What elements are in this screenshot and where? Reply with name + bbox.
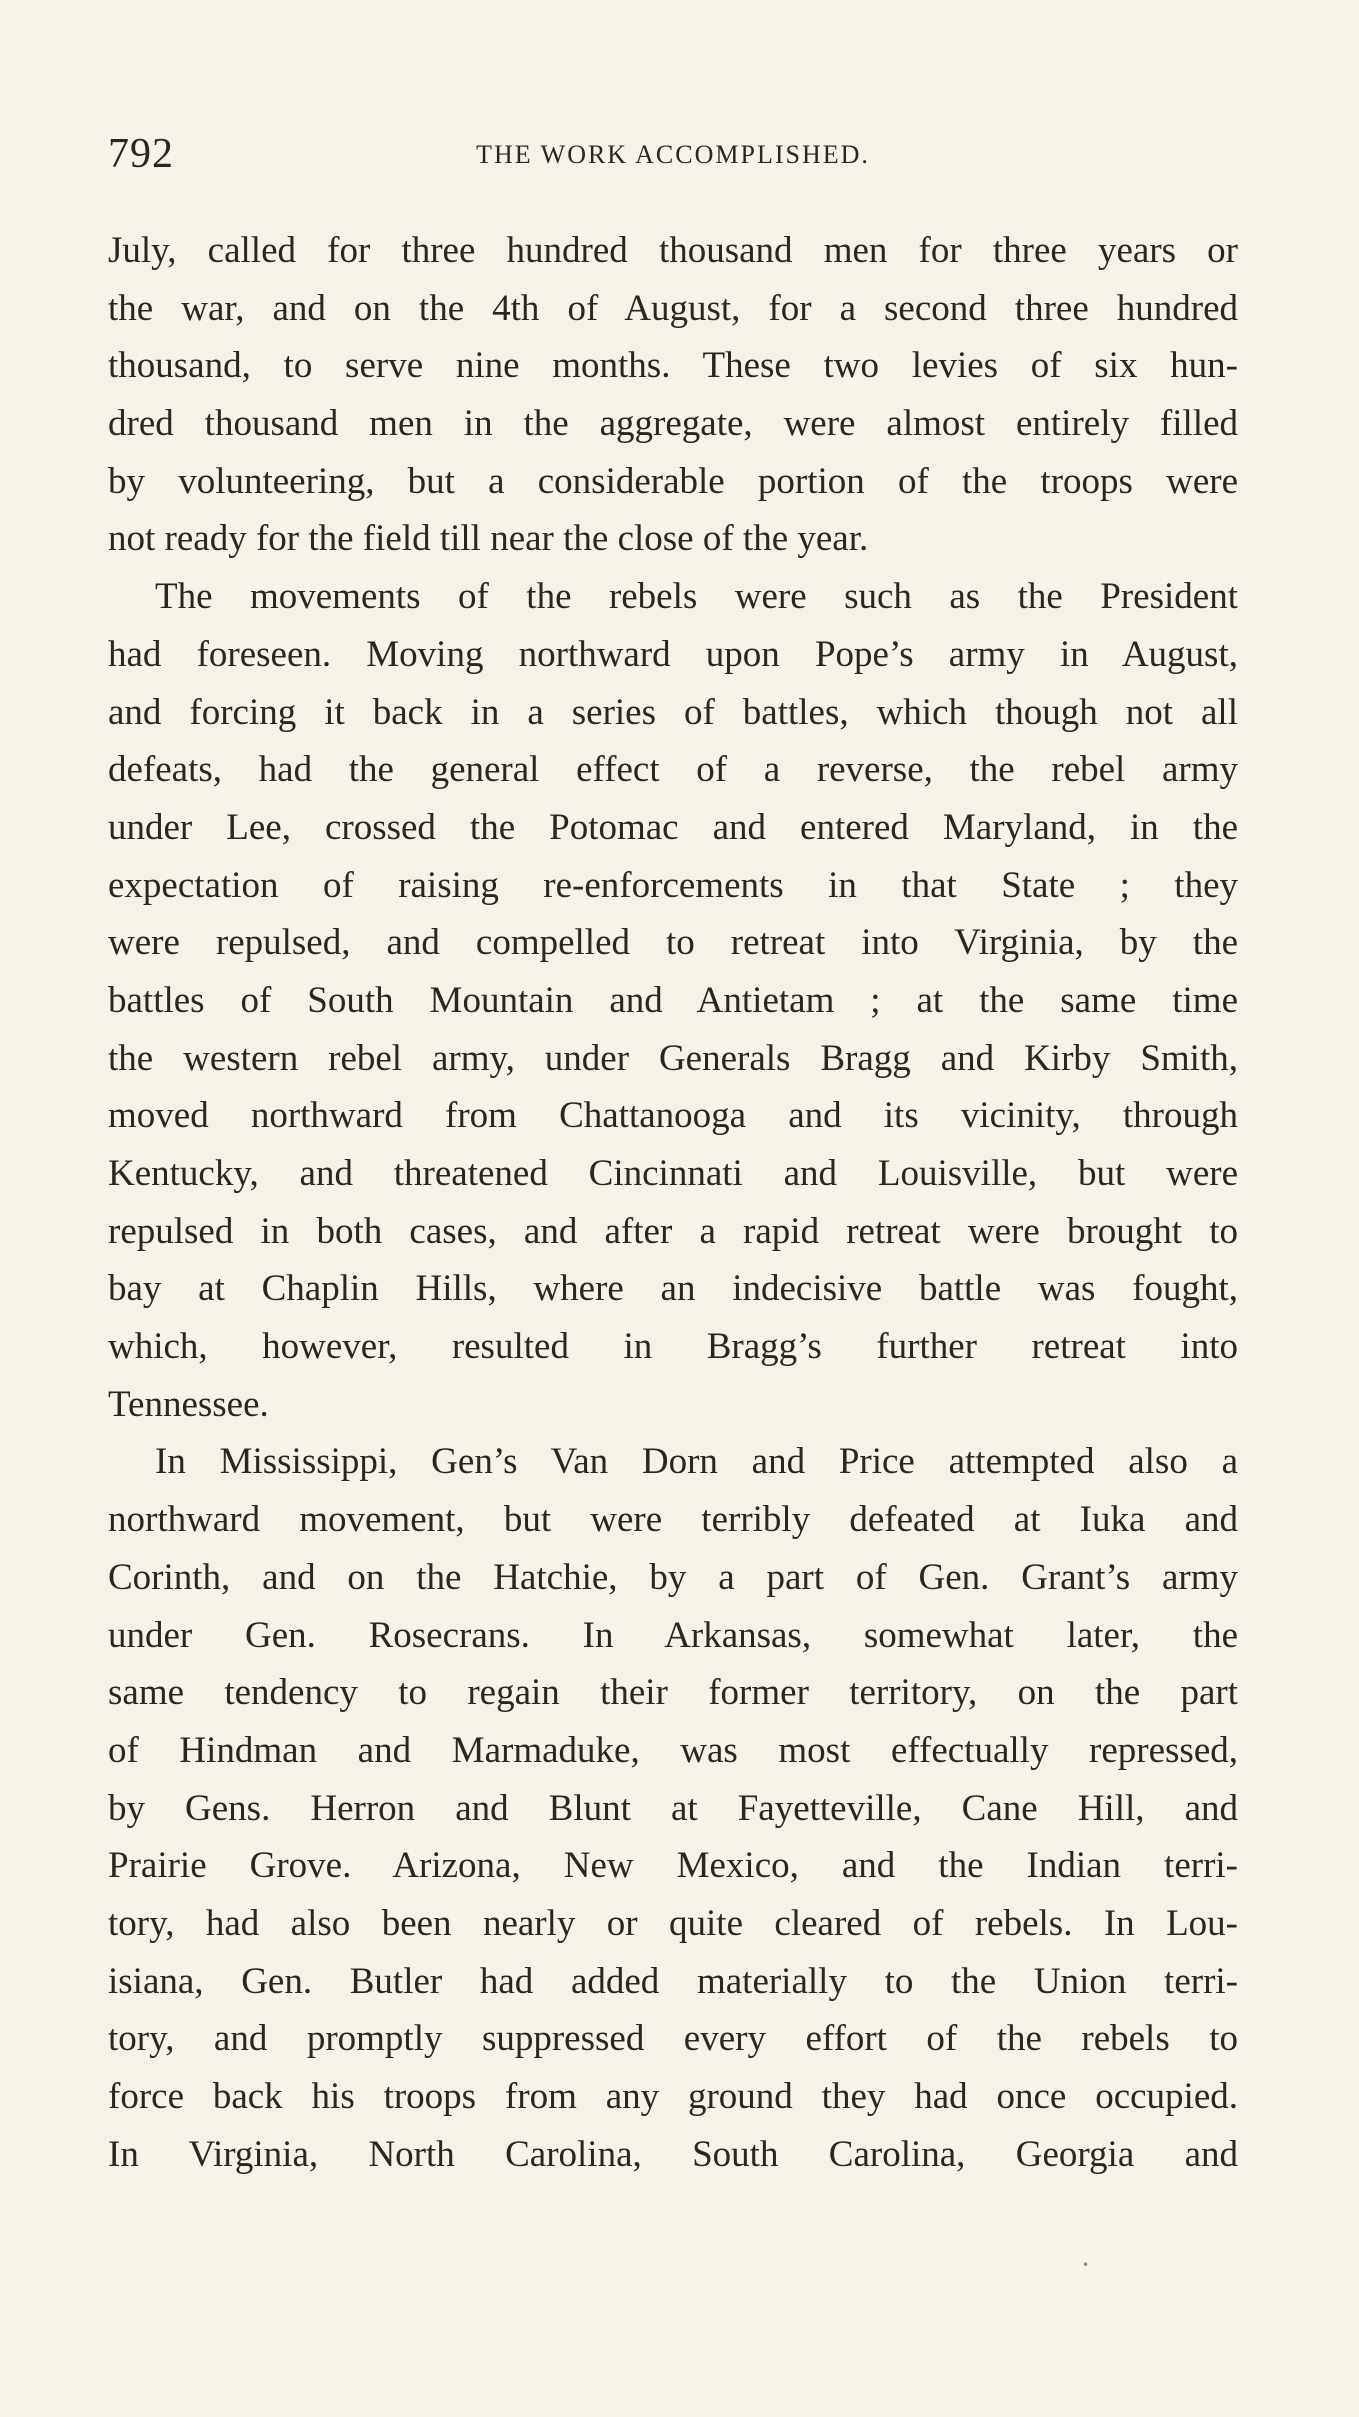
text-line: repulsed in both cases, and after a rapid retreat were brought to [108, 1210, 1238, 1252]
text-line: July, called for three hundred thousand men for three years or [108, 230, 1238, 271]
text-line: by volunteering, but a considerable portion of the troops were [108, 460, 1238, 502]
text-line: defeats, had the general effect of a reverse, the rebel army [108, 749, 1238, 791]
text-line: tory, and promptly suppressed every effort of the rebels to [108, 2018, 1238, 2060]
text-line: thousand, to serve nine months. These two levies of six hun- [108, 345, 1238, 387]
text-line: under Lee, crossed the Potomac and entered Maryland, in the [108, 806, 1238, 848]
text-line: Corinth, and on the Hatchie, by a part of Gen. Grant’s army [108, 1556, 1238, 1598]
text-line: expectation of raising re-enforcements in that State ; they [108, 864, 1238, 906]
text-line: battles of South Mountain and Antietam ; at the same time [108, 979, 1238, 1021]
text-line: The movements of the rebels were such as the President [155, 576, 1238, 618]
text-line: dred thousand men in the aggregate, were almost entirely filled [108, 403, 1238, 445]
text-line: had foreseen. Moving northward upon Pope’s army in August, [108, 633, 1238, 675]
text-line: In Virginia, North Carolina, South Carolina, Georgia and [108, 2133, 1238, 2175]
body-text [108, 222, 1238, 2183]
text-line: were repulsed, and compelled to retreat into Virginia, by the [108, 922, 1238, 964]
text-line: under Gen. Rosecrans. In Arkansas, somewhat later, the [108, 1614, 1238, 1656]
text-line: by Gens. Herron and Blunt at Fayetteville, Cane Hill, and [108, 1787, 1238, 1829]
text-line: northward movement, but were terribly defeated at Iuka and [108, 1499, 1238, 1541]
page-number: 792 [108, 131, 174, 177]
text-line: the war, and on the 4th of August, for a second three hundred [108, 287, 1238, 329]
text-line: and forcing it back in a series of battles, which though not all [108, 691, 1238, 733]
text-line: In Mississippi, Gen’s Van Dorn and Price attempted also a [155, 1441, 1238, 1483]
running-title: THE WORK ACCOMPLISHED. [476, 140, 870, 169]
text-line: moved northward from Chattanooga and its vicinity, through [108, 1095, 1238, 1137]
running-head [108, 130, 1238, 186]
text-line: not ready for the field till near the close of the year. [108, 518, 869, 560]
text-line: which, however, resulted in Bragg’s further retreat into [108, 1326, 1238, 1368]
text-line: same tendency to regain their former territory, on the part [108, 1672, 1238, 1714]
text-line: Prairie Grove. Arizona, New Mexico, and the Indian terri- [108, 1845, 1238, 1887]
text-line: force back his troops from any ground they had once occupied. [108, 2076, 1238, 2117]
text-line: tory, had also been nearly or quite cleared of rebels. In Lou- [108, 1902, 1238, 1944]
text-line: bay at Chaplin Hills, where an indecisive battle was fought, [108, 1268, 1238, 1310]
text-line: the western rebel army, under Generals Bragg and Kirby Smith, [108, 1037, 1238, 1079]
ink-speck: • [1082, 2258, 1090, 2272]
text-line: Kentucky, and threatened Cincinnati and Louisville, but were [108, 1153, 1238, 1194]
text-line: isiana, Gen. Butler had added materially to the Union terri- [108, 1960, 1238, 2002]
text-line: Tennessee. [108, 1383, 269, 1425]
text-line: of Hindman and Marmaduke, was most effectually repressed, [108, 1729, 1238, 1771]
